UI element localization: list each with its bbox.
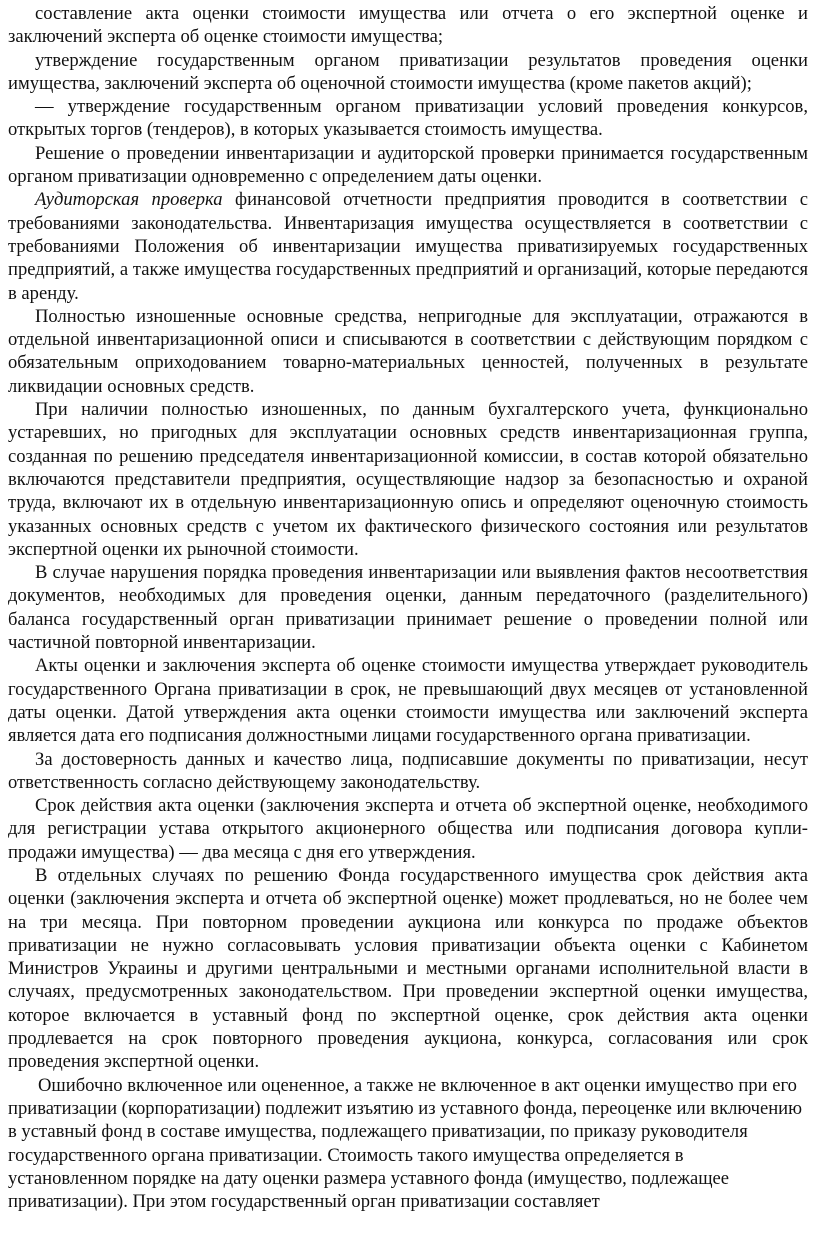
paragraph-6: Полностью изношенные основные средства, непригодные для эксплуатации, отражаются в отдельной инвентаризационной описи и списываются в соответствии с действующим порядком с обязательным оприходованием товарно-материальных ценностей, полученных в результате ликвидации основных средств. bbox=[8, 305, 808, 397]
paragraph-1: составление акта оценки стоимости имущества или отчета о его экспертной оценке и заключений эксперта об оценке стоимости имущества; bbox=[8, 3, 808, 48]
paragraph-10: За достоверность данных и качество лица, подписавшие документы по приватизации, несут ответственность согласно действующему законодательству. bbox=[8, 748, 808, 793]
audit-term: Аудиторская проверка bbox=[35, 189, 223, 211]
paragraph-2: утверждение государственным органом приватизации результатов проведения оценки имущества, заключений эксперта об оценочной стоимости имущества (кроме пакетов акций); bbox=[8, 49, 808, 94]
paragraph-13: Ошибочно включенное или оцененное, а также не включенное в акт оценки имущество при его приватизации (корпоратизации) подлежит изъятию из уставного фонда, переоценке или включению в уставный фонд в составе имущества, подлежащего приватизации, по приказу руководителя государственного органа приватизации. Стоимость такого имущества определяется в установленном порядке на дату оценки размера уставного фонда (имущество, подлежащее приватизации). При этом государственный орган приватизации составляет bbox=[8, 1074, 802, 1213]
paragraph-12: В отдельных случаях по решению Фонда государственного имущества срок действия акта оценки (заключения эксперта и отчета об экспертной оценке) может продлеваться, но не более чем на три месяца. При повторном проведении аукциона или конкурса по продаже объектов приватизации не нужно согласовывать условия приватизации объекта оценки с Кабинетом Министров Украины и другими центральными и местными органами исполнительной власти в случаях, предусмотренных законодательством. При проведении экспертной оценки имущества, которое включается в уставный фонд по экспертной оценке, срок действия акта оценки продлевается на срок повторного проведения аукциона, конкурса, согласования или срок проведения экспертной оценки. bbox=[8, 864, 808, 1073]
paragraph-7: При наличии полностью изношенных, по данным бухгалтерского учета, функционально устаревших, но пригодных для эксплуатации основных средств инвентаризационная группа, созданная по решению председателя инвентаризационной комиссии, в состав которой обязательно включаются представители предприятия, осуществляющие надзор за безопасностью и охраной труда, включают их в отдельную инвентаризационную опись и определяют оценочную стоимость указанных основных средств с учетом их фактического физического состояния или результатов экспертной оценки их рыночной стоимости. bbox=[8, 399, 808, 560]
paragraph-9: Акты оценки и заключения эксперта об оценке стоимости имущества утверждает руководитель государственного Органа приватизации в срок, не превышающий двух месяцев от установленной даты оценки. Датой утверждения акта оценки стоимости имущества или заключений эксперта является дата его подписания должностными лицами государственного органа приватизации. bbox=[8, 655, 808, 747]
paragraph-3: — утверждение государственным органом приватизации условий проведения конкурсов, открытых торгов (тендеров), в которых указывается стоимость имущества. bbox=[8, 96, 808, 141]
paragraph-5-text: финансовой отчетности предприятия проводится в соответствии с требованиями законодательства. Инвентаризация имущества осуществляется в соответствии с требованиями Положения об инвентаризации имущества приватизируемых государственных предприятий, а также имущества государственных предприятий и организаций, которые передаются в аренду. bbox=[8, 189, 808, 304]
paragraph-11: Срок действия акта оценки (заключения эксперта и отчета об экспертной оценке, необходимого для регистрации устава открытого акционерного общества или подписания договора купли-продажи имущества) — два месяца с дня его утверждения. bbox=[8, 795, 808, 863]
paragraph-8: В случае нарушения порядка проведения инвентаризации или выявления фактов несоответствия документов, необходимых для проведения оценки, данным передаточного (разделительного) баланса государственный орган приватизации принимает решение о проведении полной или частичной повторной инвентаризации. bbox=[8, 562, 808, 654]
paragraph-4: Решение о проведении инвентаризации и аудиторской проверки принимается государственным органом приватизации одновременно с определением даты оценки. bbox=[8, 142, 808, 188]
paragraph-5 bbox=[8, 188, 808, 304]
